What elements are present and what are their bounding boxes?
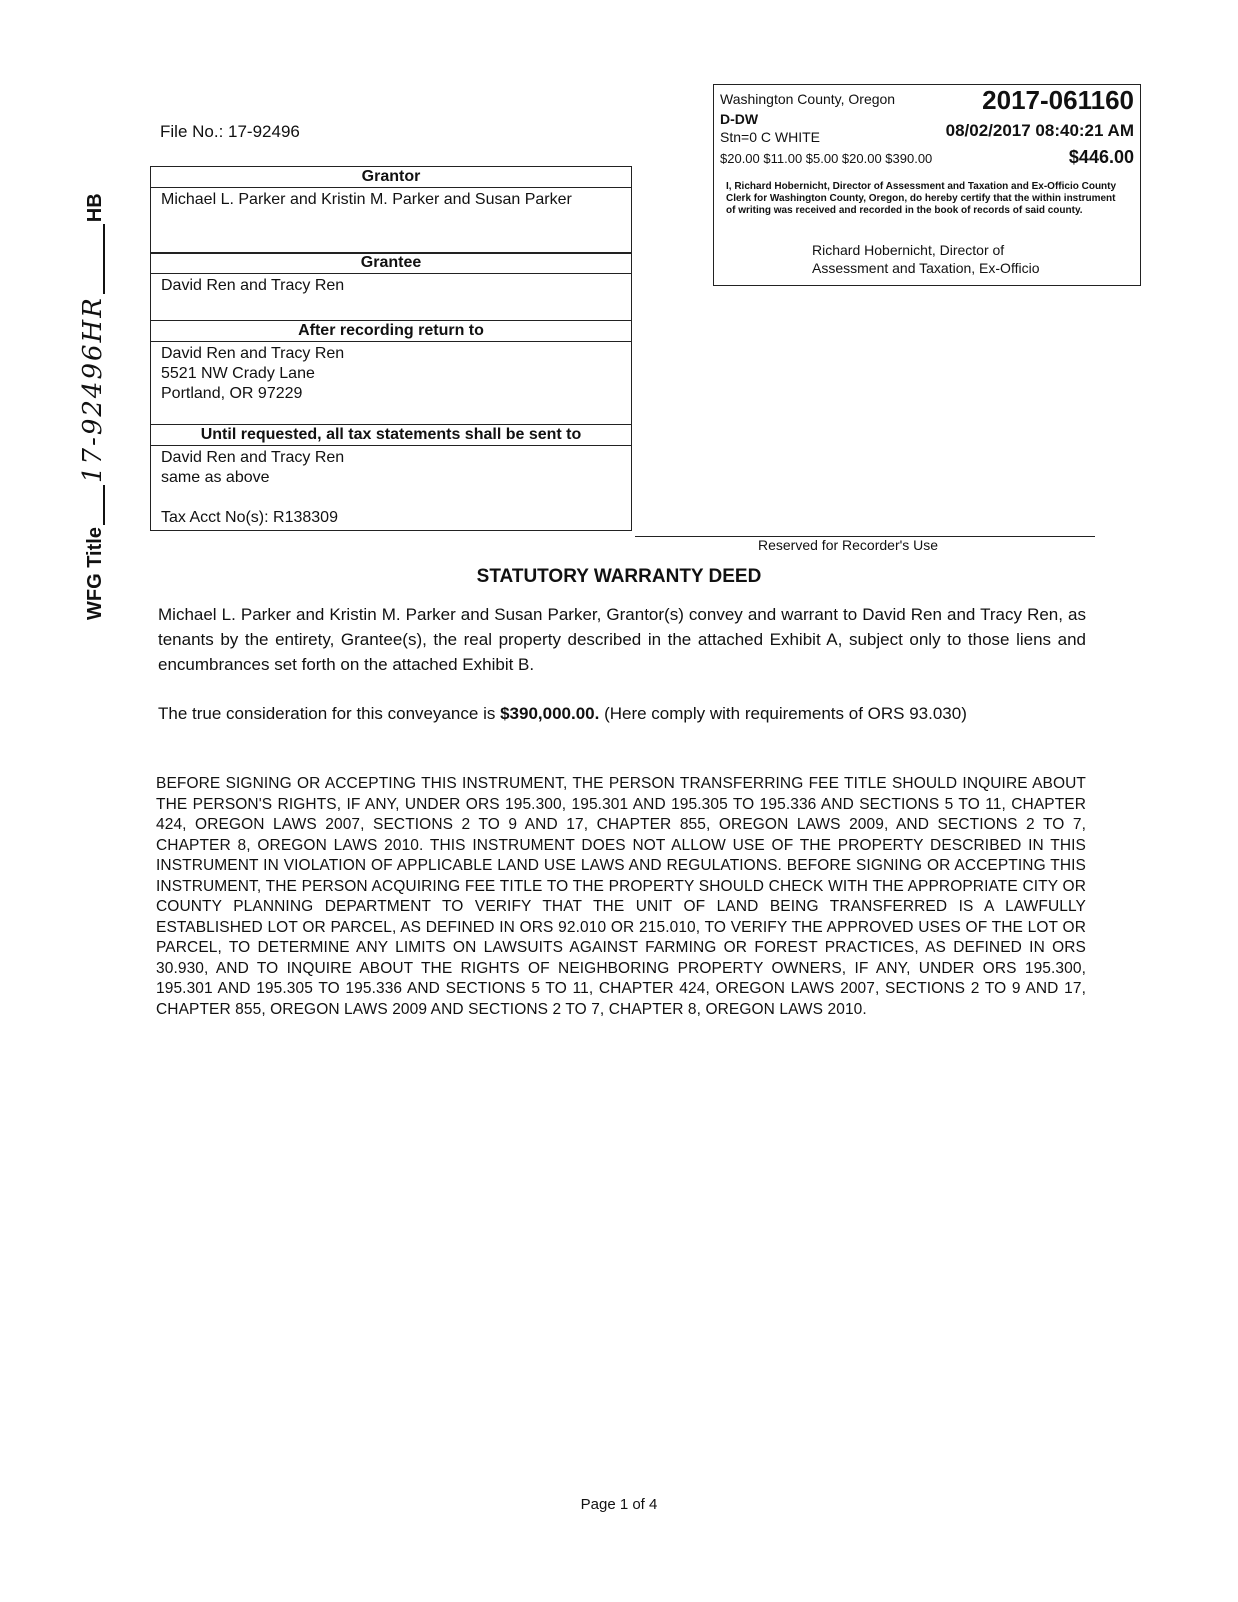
tax-statements-line2: same as above: [161, 469, 270, 486]
land-use-notice: BEFORE SIGNING OR ACCEPTING THIS INSTRUMENT, THE PERSON TRANSFERRING FEE TITLE SHOULD INQUIRE ABOUT THE PERSON'S RIGHTS, IF ANY, UNDER ORS 195.300, 195.301 AND 195.305 TO 195.336 AND SECTIONS 5 TO 11, CHAPTER 424, OREGON LAWS 2007, SECTIONS 2 TO 9 AND 17, CHAPTER 855, OREGON LAWS 2009, AND SECTIONS 2 TO 7, CHAPTER 8, OREGON LAWS 2010. THIS INSTRUMENT DOES NOT ALLOW USE OF THE PROPERTY DESCRIBED IN THIS INSTRUMENT IN VIOLATION OF APPLICABLE LAND USE LAWS AND REGULATIONS. BEFORE SIGNING OR ACCEPTING THIS INSTRUMENT, THE PERSON ACQUIRING FEE TITLE TO THE PROPERTY SHOULD CHECK WITH THE APPROPRIATE CITY OR COUNTY PLANNING DEPARTMENT TO VERIFY THAT THE UNIT OF LAND BEING TRANSFERRED IS A LAWFULLY ESTABLISHED LOT OR PARCEL, AS DEFINED IN ORS 92.010 OR 215.010, TO VERIFY THE APPROVED USES OF THE LOT OR PARCEL, TO DETERMINE ANY LIMITS ON LAWSUITS AGAINST FARMING OR FOREST PRACTICES, AS DEFINED IN ORS 30.930, AND TO INQUIRE ABOUT THE RIGHTS OF NEIGHBORING PROPERTY OWNERS, IF ANY, UNDER ORS 195.300, 195.301 AND 195.305 TO 195.336 AND SECTIONS 5 TO 11, CHAPTER 424, OREGON LAWS 2007, SECTIONS 2 TO 9 AND 17, CHAPTER 855, OREGON LAWS 2009 AND SECTIONS 2 TO 7, CHAPTER 8, OREGON LAWS 2010.: [156, 775, 1086, 1018]
consideration-prefix: The true consideration for this conveyance is: [158, 704, 501, 723]
grantor-heading: Grantor: [151, 167, 631, 188]
tax-statements-heading: Until requested, all tax statements shall be sent to: [151, 424, 631, 446]
recorder-signer-line1: Richard Hobernicht, Director of: [812, 242, 1005, 258]
side-stamp-initials: HB: [84, 193, 106, 223]
return-to-line2: 5521 NW Crady Lane: [161, 365, 315, 382]
return-to-heading: After recording return to: [151, 320, 631, 342]
page-footer: Page 1 of 4: [580, 1496, 658, 1513]
recorder-stamp: [713, 84, 1141, 286]
grantee-name: David Ren and Tracy Ren: [161, 277, 345, 294]
recorder-signer: [812, 241, 1039, 277]
recorder-doc-type: D-DW: [720, 111, 759, 127]
recorder-fees: $20.00 $11.00 $5.00 $20.00 $390.00: [720, 151, 933, 166]
recorder-total: $446.00: [1068, 147, 1134, 167]
return-to-line3: Portland, OR 97229: [161, 385, 303, 402]
recorder-datetime: 08/02/2017 08:40:21 AM: [945, 121, 1134, 140]
conveyance-paragraph: Michael L. Parker and Kristin M. Parker and Susan Parker, Grantor(s) convey and warrant to David Ren and Tracy Ren, as tenants by the entirety, Grantee(s), the real property described in the attached Exhibit A, subject only to those liens and encumbrances set forth on the attached Exhibit B.: [158, 605, 1086, 674]
consideration-amount: $390,000.00.: [500, 704, 600, 723]
consideration-paragraph: [158, 704, 1086, 724]
recorder-certification: I, Richard Hobernicht, Director of Assessment and Taxation and Ex-Officio County Clerk for Washington County, Oregon, do hereby certify that the within instrument of writing was received and recorded in the book of records of said county.: [726, 181, 1117, 216]
side-stamp-label: WFG Title: [84, 527, 106, 620]
recorder-station: Stn=0 C WHITE: [720, 129, 820, 145]
grantor-box: [150, 166, 632, 254]
file-number: File No.: 17-92496: [160, 122, 300, 141]
tax-statements-box: [150, 424, 632, 531]
return-to-line1: David Ren and Tracy Ren: [161, 345, 345, 362]
tax-statements-address: [151, 446, 631, 530]
tax-statements-line1: David Ren and Tracy Ren: [161, 449, 345, 466]
grantee-box: [150, 252, 632, 321]
recorder-county: Washington County, Oregon: [720, 91, 896, 107]
tax-acct-number: Tax Acct No(s): R138309: [161, 509, 338, 526]
side-stamp-handwritten: 17-92496HR: [78, 296, 108, 484]
deed-title: STATUTORY WARRANTY DEED: [476, 566, 762, 587]
return-to-box: [150, 320, 632, 425]
grantor-name: Michael L. Parker and Kristin M. Parker and Susan Parker: [161, 191, 572, 208]
recorder-doc-number: 2017-061160: [982, 85, 1134, 115]
grantee-heading: Grantee: [151, 252, 631, 274]
recorder-signer-line2: Assessment and Taxation, Ex-Officio: [812, 260, 1040, 276]
reserved-label: Reserved for Recorder's Use: [758, 537, 939, 553]
consideration-suffix: (Here comply with requirements of ORS 93.030): [599, 704, 967, 723]
return-to-address: [151, 342, 631, 406]
